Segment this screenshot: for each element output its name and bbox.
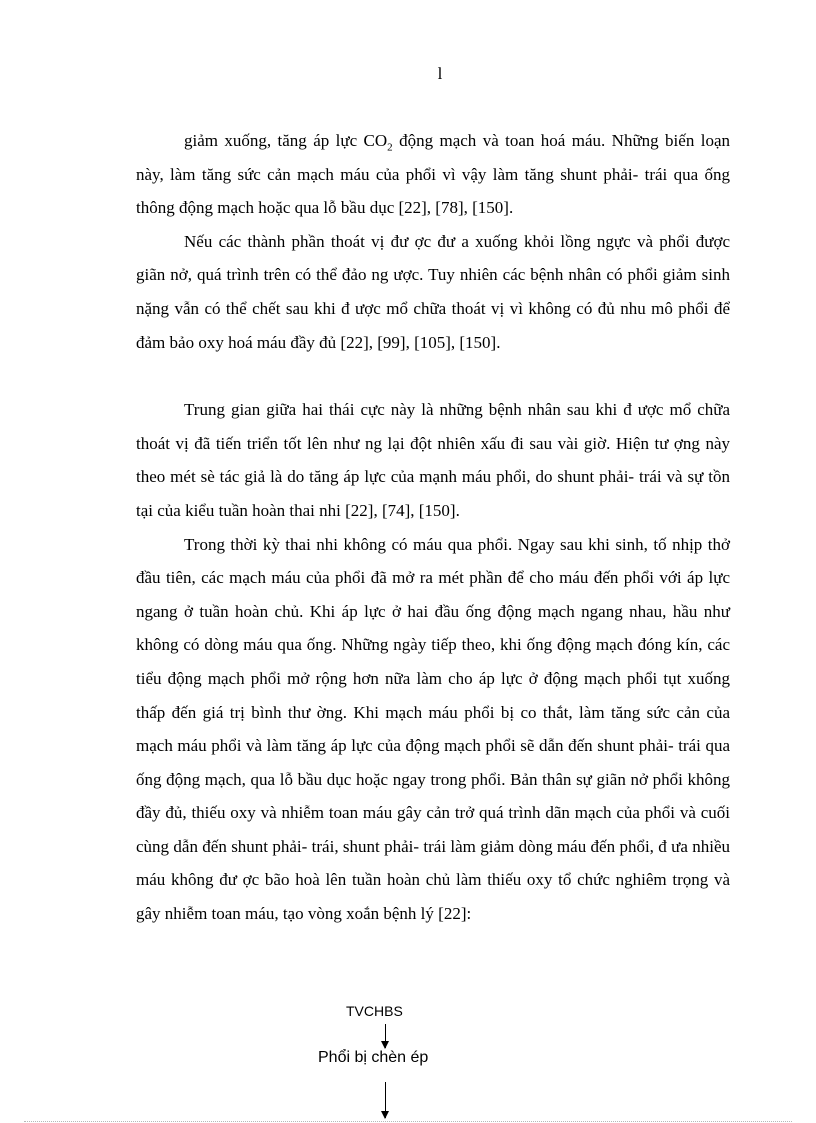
diagram-node-tvchbs: TVCHBS	[346, 1003, 403, 1019]
paragraph-1-before: giảm xuống, tăng áp lực CO	[184, 131, 388, 150]
paragraph-4: Trong thời kỳ thai nhi không có máu qua phổi. Ngay sau khi sinh, tố nhịp thở đầu tiên, các mạch máu của phổi đã mở ra mét phần để cho máu đến phổi với áp lực ngang ở tuần hoàn chủ. Khi áp lực ở hai đầu ống động mạch ngang nhau, hầu như không có dòng máu qua ống. Những ngày tiếp theo, khi ống động mạch đóng kín, các tiểu động mạch phổi mở rộng hơn nữa làm cho áp lực ở động mạch phổi tụt xuống thấp đến giá trị bình thư ờng. Khi mạch máu phổi bị co thắt, làm tăng sức cản của mạch máu phổi và làm tăng áp lực của động mạch phổi sẽ dẫn đến shunt phải- trái qua ống động mạch, qua lỗ bầu dục hoặc ngay trong phổi. Bản thân sự giãn nở phổi không đầy đủ, thiếu oxy và nhiễm toan máu gây cản trở quá trình dãn mạch của phổi và cuối cùng dẫn đến shunt phải- trái, shunt phải- trái làm giảm dòng máu đến phổi, đ ưa nhiều máu không đư ợc bão hoà lên tuần hoàn chủ làm thiếu oxy tổ chức nghiêm trọng và gây nhiễm toan máu, tạo vòng xoắn bệnh lý [22]:	[136, 534, 730, 924]
down-arrow-icon	[385, 1082, 386, 1118]
diagram-node-lung-compressed: Phổi bị chèn ép	[318, 1049, 429, 1066]
down-arrow-icon	[385, 1024, 386, 1048]
paragraph-2: Nếu các thành phần thoát vị đư ợc đư a xuống khỏi lồng ngực và phổi được giãn nở, quá trình trên có thể đảo ng ược. Tuy nhiên các bệnh nhân có phổi giảm sinh nặng vẫn có thể chết sau khi đ ược mổ chữa thoát vị vì không có đủ nhu mô phổi để đảm bảo oxy hoá máu đầy đủ [22], [99], [105], [150].	[136, 231, 730, 352]
page-number: l	[437, 64, 443, 83]
page-bottom-divider	[24, 1121, 792, 1122]
paragraph-1-after: động mạch và toan hoá máu. Những biến loạn này, làm tăng sức cản mạch máu của phổi vì vậy làm tăng shunt phải- trái qua ống thông động mạch hoặc qua lỗ bầu dục [22], [78], [150].	[136, 131, 730, 218]
paragraph-3: Trung gian giữa hai thái cực này là những bệnh nhân sau khi đ ược mổ chữa thoát vị đã tiến triển tốt lên như ng lại đột nhiên xấu đi sau vài giờ. Hiện tư ợng này theo mét sè tác giả là do tăng áp lực của mạnh máu phổi, do shunt phải- trái và sự tồn tại của kiểu tuần hoàn thai nhi [22], [74], [150].	[136, 400, 730, 520]
co2-subscript: 2	[387, 141, 393, 154]
